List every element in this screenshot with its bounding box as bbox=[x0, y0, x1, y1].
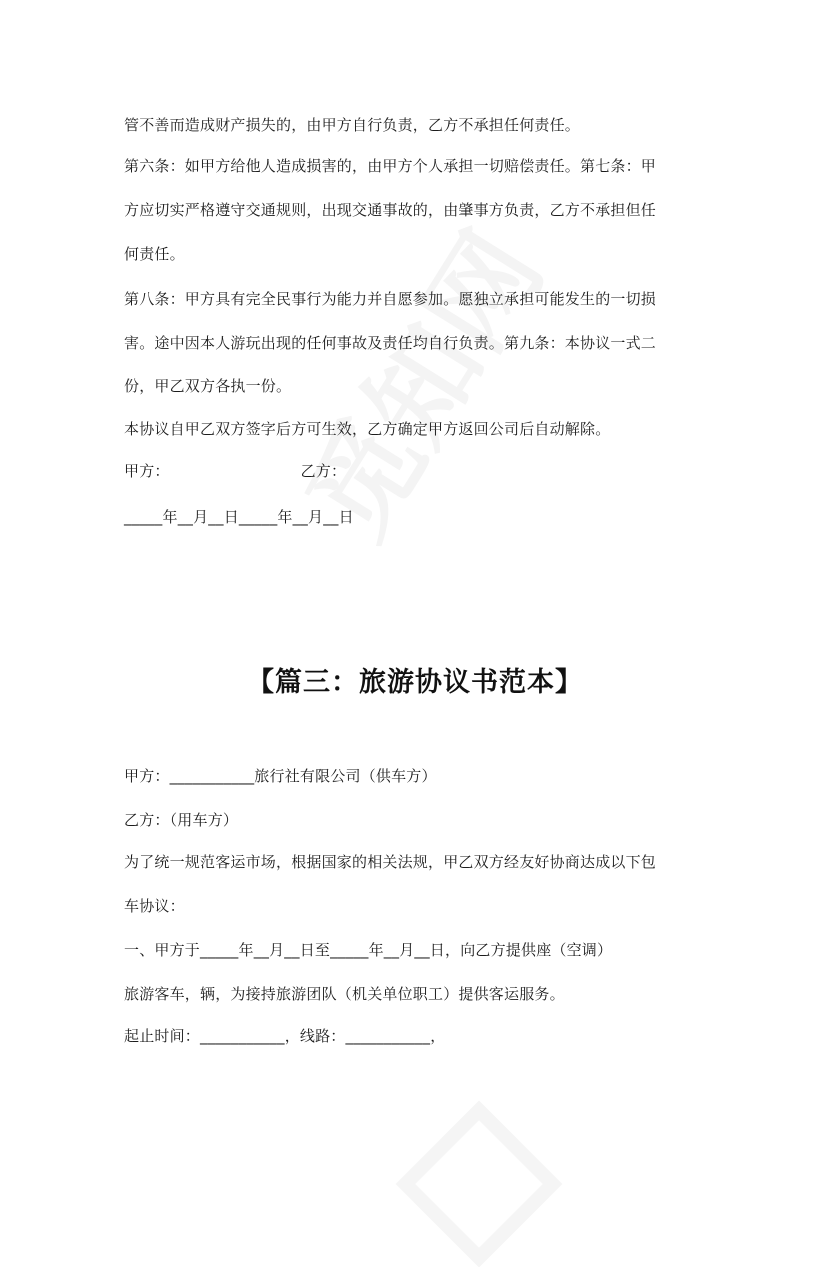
paragraph-line: 起止时间：___________，线路：___________， bbox=[124, 1027, 446, 1045]
paragraph-line: 车协议： bbox=[124, 897, 185, 915]
date-line: _____年__月__日_____年__月__日 bbox=[124, 508, 354, 526]
section-title: 【篇三：旅游协议书范本】 bbox=[247, 667, 583, 698]
watermark-logo-icon bbox=[396, 1101, 563, 1267]
paragraph-line: 为了统一规范客运市场，根据国家的相关法规，甲乙双方经友好协商达成以下包 bbox=[124, 853, 657, 871]
paragraph-line: 第八条：甲方具有完全民事行为能力并自愿参加。愿独立承担可能发生的一切损 bbox=[124, 290, 657, 308]
paragraph-line: 第六条：如甲方给他人造成损害的，由甲方个人承担一切赔偿责任。第七条：甲 bbox=[124, 157, 657, 175]
signature-line bbox=[124, 461, 724, 481]
paragraph-line: 旅游客车，辆，为接持旅游团队（机关单位职工）提供客运服务。 bbox=[124, 985, 565, 1003]
paragraph-line: 甲方：___________旅行社有限公司（供车方） bbox=[124, 767, 437, 785]
party-a-label: 甲方： bbox=[124, 462, 170, 480]
paragraph-line: 乙方：（用车方） bbox=[124, 811, 239, 829]
paragraph-line: 害。途中因本人游玩出现的任何事故及责任均自行负责。第九条：本协议一式二 bbox=[124, 334, 657, 352]
paragraph-line: 份，甲乙双方各执一份。 bbox=[124, 377, 292, 395]
paragraph-line: 方应切实严格遵守交通规则，出现交通事故的，由肇事方负责，乙方不承担但任 bbox=[124, 201, 657, 219]
paragraph-line: 管不善而造成财产损失的，由甲方自行负责，乙方不承担任何责任。 bbox=[124, 116, 581, 134]
party-b-label: 乙方： bbox=[300, 462, 347, 480]
paragraph-line: 本协议自甲乙双方签字后方可生效，乙方确定甲方返回公司后自动解除。 bbox=[124, 420, 611, 438]
paragraph-line: 一、甲方于_____年__月__日至_____年__月__日，向乙方提供座（空调） bbox=[124, 941, 613, 959]
paragraph-line: 何责任。 bbox=[124, 245, 185, 263]
